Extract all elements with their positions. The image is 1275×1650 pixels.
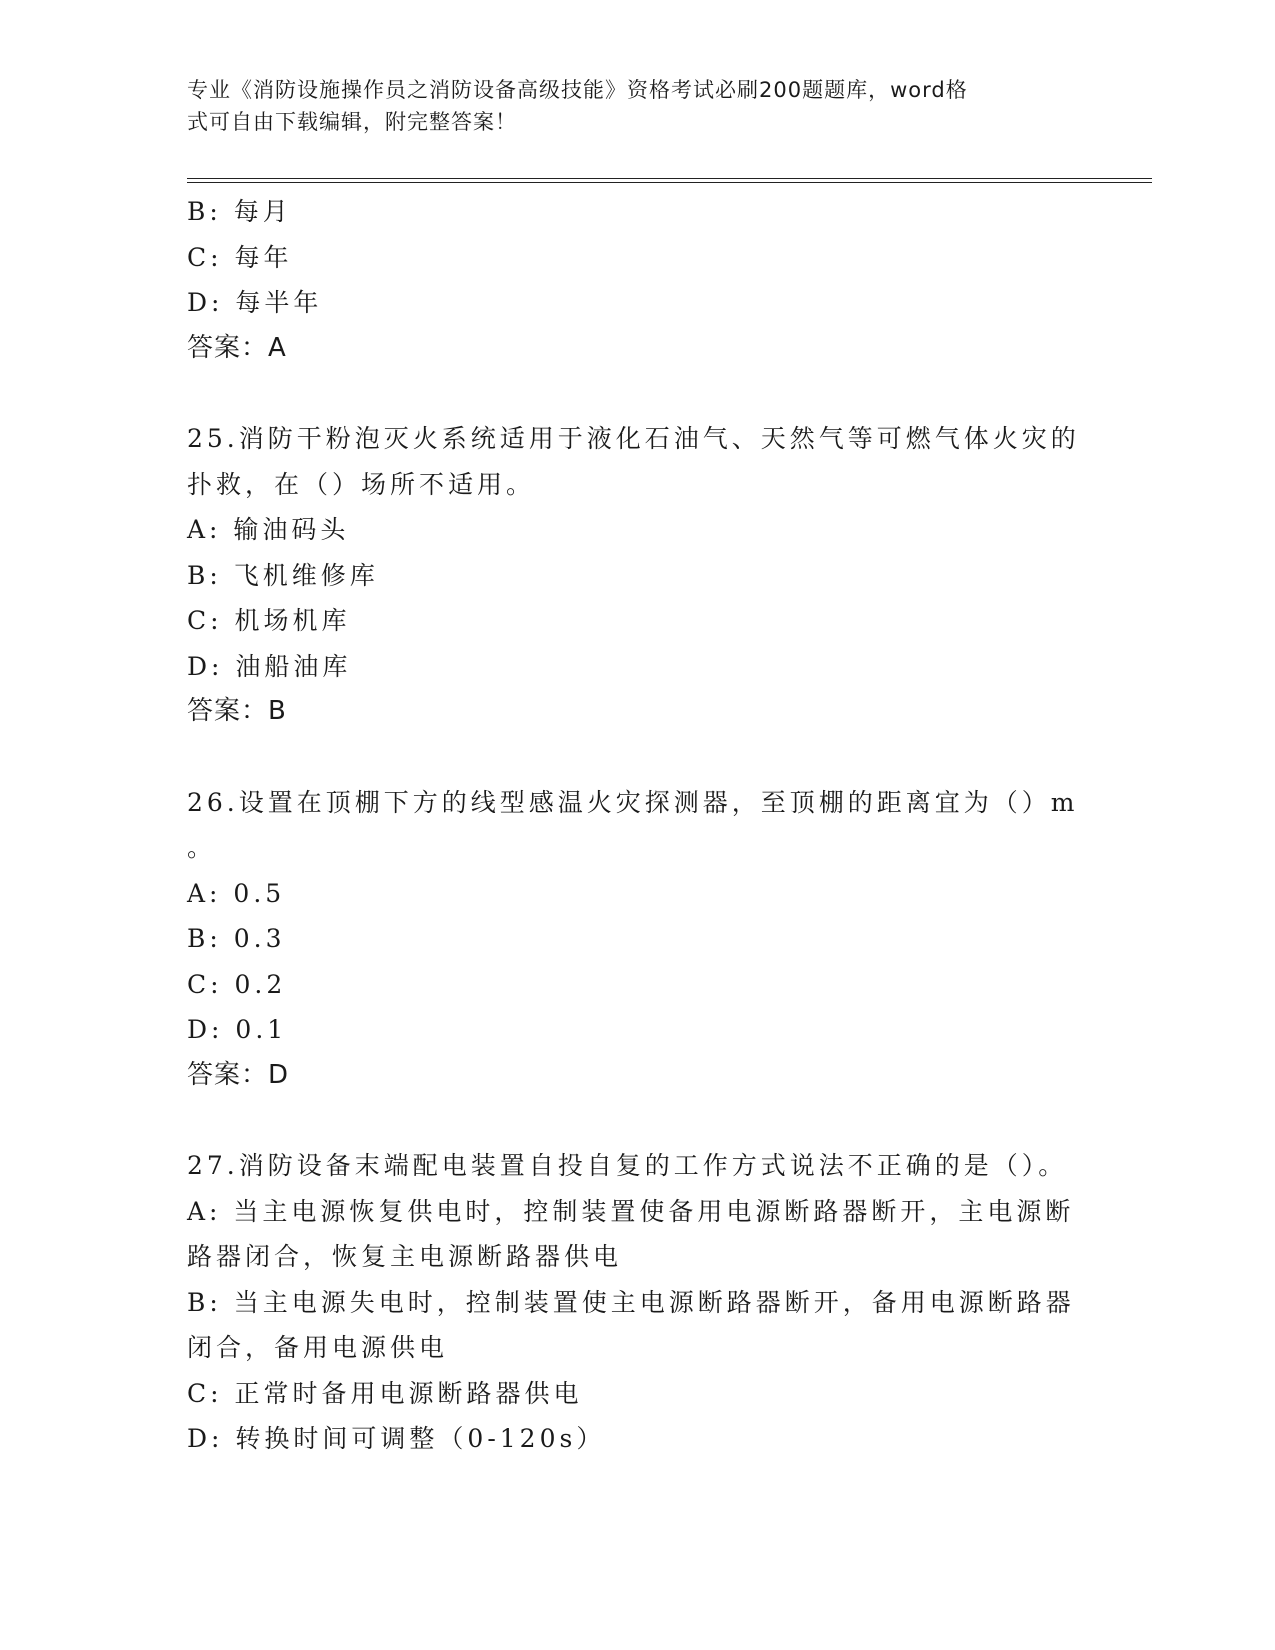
answer: 答案：B [187, 696, 287, 726]
header-line-1: 专业《消防设施操作员之消防设备高级技能》资格考试必刷200题题库，word格 [187, 78, 968, 102]
question-text-line: 。 [187, 833, 217, 862]
question-25 [187, 416, 1080, 735]
option-d: D: 油船油库 [187, 651, 352, 681]
document-header [187, 74, 1067, 138]
question-text-line: 25.消防干粉泡灭火系统适用于液化石油气、天然气等可燃气体火灾的 [187, 424, 1080, 453]
option-b: B: 当主电源失电时，控制装置使主电源断路器断开，备用电源断路器 [187, 1287, 1075, 1317]
option-a: A: 0.5 [187, 878, 286, 908]
option-c: C: 机场机库 [187, 606, 351, 635]
header-divider-bottom [187, 182, 1152, 183]
answer: 答案：D [187, 1059, 290, 1090]
question-27 [187, 1143, 1075, 1462]
option-a-continued: 路器闭合，恢复主电源断路器供电 [187, 1242, 623, 1271]
option-b: B: 0.3 [187, 924, 286, 953]
spacer [187, 1098, 1067, 1143]
question-list [187, 189, 1080, 1462]
option-c: C: 正常时备用电源断路器供电 [187, 1378, 583, 1408]
option-d: D: 每半年 [187, 288, 323, 317]
spacer [187, 735, 1067, 780]
option-b: B: 每月 [187, 197, 292, 226]
answer: 答案：A [187, 332, 287, 363]
option-c: C: 0.2 [187, 969, 287, 999]
option-c: C: 每年 [187, 242, 293, 272]
header-divider-top [187, 178, 1152, 179]
question-26 [187, 780, 1079, 1099]
question-text-line: 26.设置在顶棚下方的线型感温火灾探测器，至顶棚的距离宜为（）m [187, 787, 1079, 817]
spacer [187, 371, 1067, 416]
header-line-2: 式可自由下载编辑，附完整答案！ [187, 110, 517, 134]
option-a: A: 当主电源恢复供电时，控制装置使备用电源断路器断开，主电源断 [187, 1196, 1075, 1226]
question-24-continued [187, 189, 1067, 371]
option-a: A: 输油码头 [187, 515, 350, 544]
question-text-line: 27.消防设备末端配电装置自投自复的工作方式说法不正确的是（）。 [187, 1151, 1068, 1180]
option-b: B: 飞机维修库 [187, 560, 379, 590]
option-b-continued: 闭合，备用电源供电 [187, 1333, 449, 1362]
option-d: D: 0.1 [187, 1015, 288, 1044]
question-text-line: 扑救，在（）场所不适用。 [187, 469, 536, 499]
option-d: D: 转换时间可调整（0-120s） [187, 1424, 606, 1453]
